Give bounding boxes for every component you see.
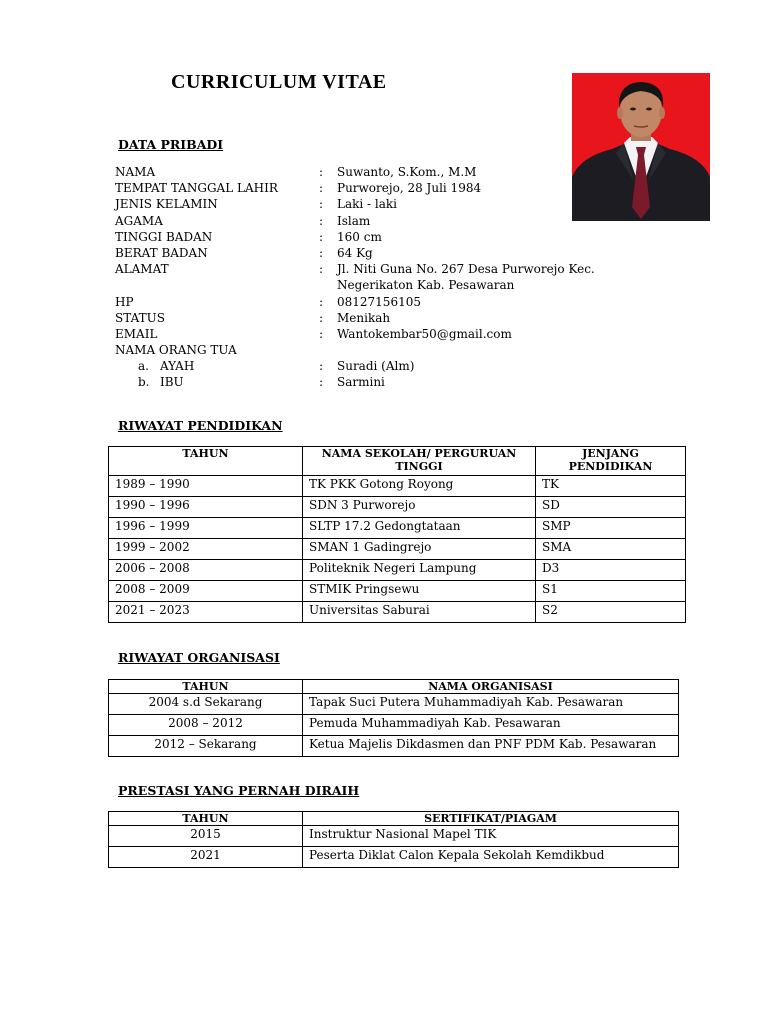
table-row: [109, 602, 686, 623]
field-value: Menikah: [337, 310, 391, 325]
field-value: 08127156105: [337, 294, 421, 309]
table-cell: Tapak Suci Putera Muhammadiyah Kab. Pesawaran: [303, 694, 679, 715]
table-cell: 2015: [109, 826, 303, 847]
list-marker: b.: [138, 375, 150, 390]
field-label: TEMPAT TANGGAL LAHIR: [115, 181, 278, 196]
table-cell: 1999 – 2002: [109, 539, 303, 560]
field-colon: :: [319, 294, 324, 309]
organization-table: [108, 679, 679, 757]
table-header-row: [109, 680, 679, 694]
field-label: IBU: [160, 375, 184, 390]
table-cell: SMAN 1 Gadingrejo: [303, 539, 536, 560]
field-value: 64 Kg: [337, 245, 373, 260]
field-label: ALAMAT: [115, 262, 169, 277]
table-row: [109, 715, 679, 736]
column-header: NAMA SEKOLAH/ PERGURUAN TINGGI: [303, 447, 536, 476]
table-cell: SLTP 17.2 Gedongtataan: [303, 518, 536, 539]
field-colon: :: [319, 213, 324, 228]
table-cell: 2012 – Sekarang: [109, 736, 303, 757]
field-value: Islam: [337, 213, 371, 228]
table-cell: S1: [536, 581, 686, 602]
field-value: Jl. Niti Guna No. 267 Desa Purworejo Kec. Negerikaton Kab. Pesawaran: [337, 262, 595, 293]
column-header: TAHUN: [109, 680, 303, 694]
table-cell: 2006 – 2008: [109, 560, 303, 581]
field-label: HP: [115, 294, 134, 309]
table-header-row: [109, 812, 679, 826]
field-colon: :: [319, 310, 324, 325]
field-label: JENIS KELAMIN: [115, 197, 218, 212]
table-row: [109, 560, 686, 581]
field-value: Purworejo, 28 Juli 1984: [337, 181, 482, 196]
table-cell: Ketua Majelis Dikdasmen dan PNF PDM Kab. Pesawaran: [303, 736, 679, 757]
achievements-table: [108, 811, 679, 868]
column-header: NAMA ORGANISASI: [303, 680, 679, 694]
table-cell: 2021: [109, 847, 303, 868]
field-colon: :: [319, 375, 324, 390]
field-label: NAMA: [115, 165, 156, 179]
column-header: TAHUN: [109, 447, 303, 476]
table-cell: 2008 – 2012: [109, 715, 303, 736]
table-row: [109, 736, 679, 757]
table-row: [109, 581, 686, 602]
column-header: SERTIFIKAT/PIAGAM: [303, 812, 679, 826]
table-cell: D3: [536, 560, 686, 581]
table-cell: STMIK Pringsewu: [303, 581, 536, 602]
table-cell: SDN 3 Purworejo: [303, 497, 536, 518]
table-cell: 2004 s.d Sekarang: [109, 694, 303, 715]
table-row: [109, 497, 686, 518]
section-title-education: RIWAYAT PENDIDIKAN: [118, 418, 283, 433]
table-cell: TK PKK Gotong Royong: [303, 476, 536, 497]
field-colon: :: [319, 326, 324, 341]
field-colon: :: [319, 229, 324, 244]
table-cell: Peserta Diklat Calon Kepala Sekolah Kemdikbud: [303, 847, 679, 868]
field-value: Laki - laki: [337, 197, 398, 212]
table-cell: 1996 – 1999: [109, 518, 303, 539]
table-cell: Universitas Saburai: [303, 602, 536, 623]
field-value: Sarmini: [337, 375, 385, 390]
section-title-achievements: PRESTASI YANG PERNAH DIRAIH: [118, 783, 360, 798]
table-cell: Politeknik Negeri Lampung: [303, 560, 536, 581]
table-cell: 1990 – 1996: [109, 497, 303, 518]
field-colon: :: [319, 181, 324, 196]
column-header: JENJANG PENDIDIKAN: [536, 447, 686, 476]
table-cell: 2021 – 2023: [109, 602, 303, 623]
table-cell: SMA: [536, 539, 686, 560]
table-row: [109, 847, 679, 868]
field-value: 160 cm: [337, 229, 382, 244]
field-label: STATUS: [115, 310, 165, 325]
table-cell: Instruktur Nasional Mapel TIK: [303, 826, 679, 847]
table-cell: TK: [536, 476, 686, 497]
table-row: [109, 539, 686, 560]
field-colon: :: [319, 262, 324, 277]
field-value: Suradi (Alm): [337, 359, 415, 374]
field-label: AYAH: [160, 359, 195, 374]
list-marker: a.: [138, 359, 149, 374]
table-cell: Pemuda Muhammadiyah Kab. Pesawaran: [303, 715, 679, 736]
field-value: Wantokembar50@gmail.com: [337, 326, 512, 341]
field-label: TINGGI BADAN: [115, 229, 213, 244]
table-cell: 1989 – 1990: [109, 476, 303, 497]
field-colon: :: [319, 245, 324, 260]
field-colon: :: [319, 165, 324, 179]
field-value: Suwanto, S.Kom., M.M: [337, 165, 477, 179]
table-row: [109, 694, 679, 715]
table-cell: SMP: [536, 518, 686, 539]
section-title-organization: RIWAYAT ORGANISASI: [118, 650, 280, 665]
table-row: [109, 518, 686, 539]
table-cell: SD: [536, 497, 686, 518]
table-cell: 2008 – 2009: [109, 581, 303, 602]
field-label: BERAT BADAN: [115, 245, 208, 260]
field-label: EMAIL: [115, 326, 158, 341]
field-label: NAMA ORANG TUA: [115, 343, 237, 358]
field-colon: :: [319, 197, 324, 212]
document-title: CURRICULUM VITAE: [171, 71, 387, 93]
section-title-personal: DATA PRIBADI: [118, 137, 224, 152]
education-table: [108, 446, 686, 623]
column-header: TAHUN: [109, 812, 303, 826]
table-row: [109, 476, 686, 497]
field-label: AGAMA: [115, 213, 163, 228]
table-cell: S2: [536, 602, 686, 623]
table-row: [109, 826, 679, 847]
field-colon: :: [319, 359, 324, 374]
table-header-row: [109, 447, 686, 476]
